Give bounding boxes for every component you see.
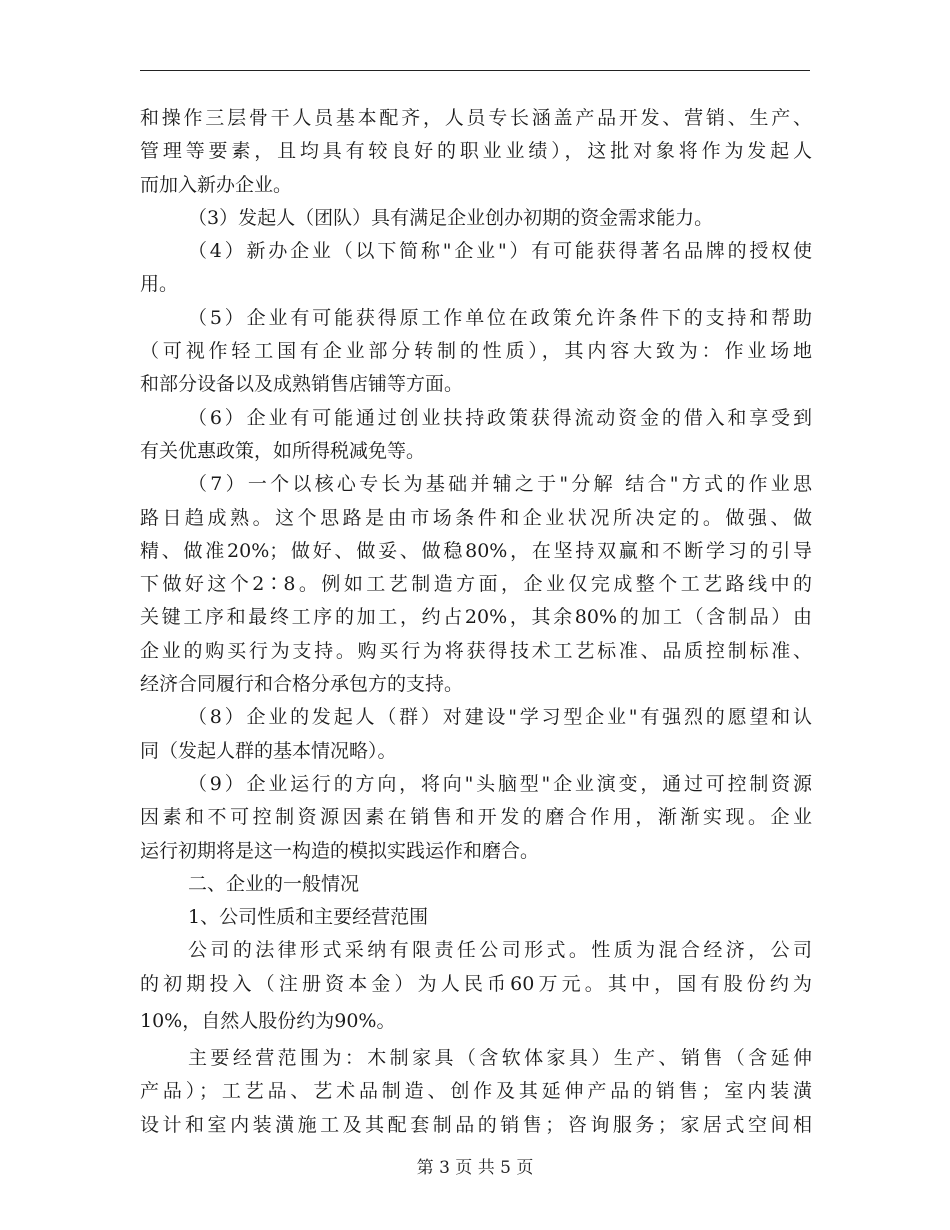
text-line: （8）企业的发起人（群）对建设"学习型企业"有强烈的愿望和认 <box>188 706 812 729</box>
text-line: 主要经营范围为：木制家具（含软体家具）生产、销售（含延伸 <box>188 1047 812 1070</box>
text-line: （7）一个以核心专长为基础并辅之于"分解 结合"方式的作业思 <box>188 473 812 496</box>
text-line: 10%，自然人股份约为90%。 <box>140 1010 396 1033</box>
document-body <box>140 102 812 1142</box>
text-line: 路日趋成熟。这个思路是由市场条件和企业状况所决定的。做强、做 <box>140 506 812 529</box>
text-line: 因素和不可控制资源因素在销售和开发的磨合作用，渐渐实现。企业 <box>140 806 812 829</box>
text-line: 企业的购买行为支持。购买行为将获得技术工艺标准、品质控制标准、 <box>140 639 812 662</box>
subsection-heading: 1、公司性质和主要经营范围 <box>188 906 429 929</box>
text-line: （可视作轻工国有企业部分转制的性质），其内容大致为：作业场地 <box>140 340 812 363</box>
text-line: 和操作三层骨干人员基本配齐，人员专长涵盖产品开发、营销、生产、 <box>140 107 812 129</box>
header-rule <box>140 70 810 71</box>
text-line: 设计和室内装潢施工及其配套制品的销售；咨询服务；家居式空间相 <box>140 1113 812 1136</box>
text-line: 有关优惠政策，如所得税减免等。 <box>140 439 426 462</box>
text-line: 的初期投入（注册资本金）为人民币60万元。其中，国有股份约为 <box>140 972 812 995</box>
text-line: 同（发起人群的基本情况略）。 <box>140 739 397 762</box>
text-line: 和部分设备以及成熟销售店铺等方面。 <box>140 373 464 396</box>
page-number-footer: 第 3 页 共 5 页 <box>416 1158 534 1178</box>
section-heading: 二、企业的一般情况 <box>188 872 360 895</box>
text-line: 关键工序和最终工序的加工，约占20%，其余80%的加工（含制品）由 <box>140 606 812 629</box>
text-line: 用。 <box>140 273 179 296</box>
text-line: 而加入新办企业。 <box>140 173 293 196</box>
text-line: 下做好这个2∶8。例如工艺制造方面，企业仅完成整个工艺路线中的 <box>140 573 812 596</box>
text-line: 精、做准20%；做好、做妥、做稳80%，在坚持双赢和不断学习的引导 <box>140 539 812 562</box>
text-line: （6）企业有可能通过创业扶持政策获得流动资金的借入和享受到 <box>188 406 812 429</box>
text-line: 产品）；工艺品、艺术品制造、创作及其延伸产品的销售；室内装潢 <box>140 1080 812 1103</box>
text-line: 运行初期将是这一构造的模拟实践运作和磨合。 <box>140 839 540 862</box>
text-line: （5）企业有可能获得原工作单位在政策允许条件下的支持和帮助 <box>188 306 812 329</box>
text-line: （3）发起人（团队）具有满足企业创办初期的资金需求能力。 <box>188 206 714 229</box>
text-line: 公司的法律形式采纳有限责任公司形式。性质为混合经济，公司 <box>188 939 812 962</box>
text-line: 管理等要素，且均具有较良好的职业业绩），这批对象将作为发起人 <box>140 140 812 163</box>
text-line: （4）新办企业（以下简称"企业"）有可能获得著名品牌的授权使 <box>188 240 812 263</box>
text-line: 经济合同履行和合格分承包方的支持。 <box>140 673 464 696</box>
text-line: （9）企业运行的方向，将向"头脑型"企业演变，通过可控制资源 <box>188 772 812 795</box>
